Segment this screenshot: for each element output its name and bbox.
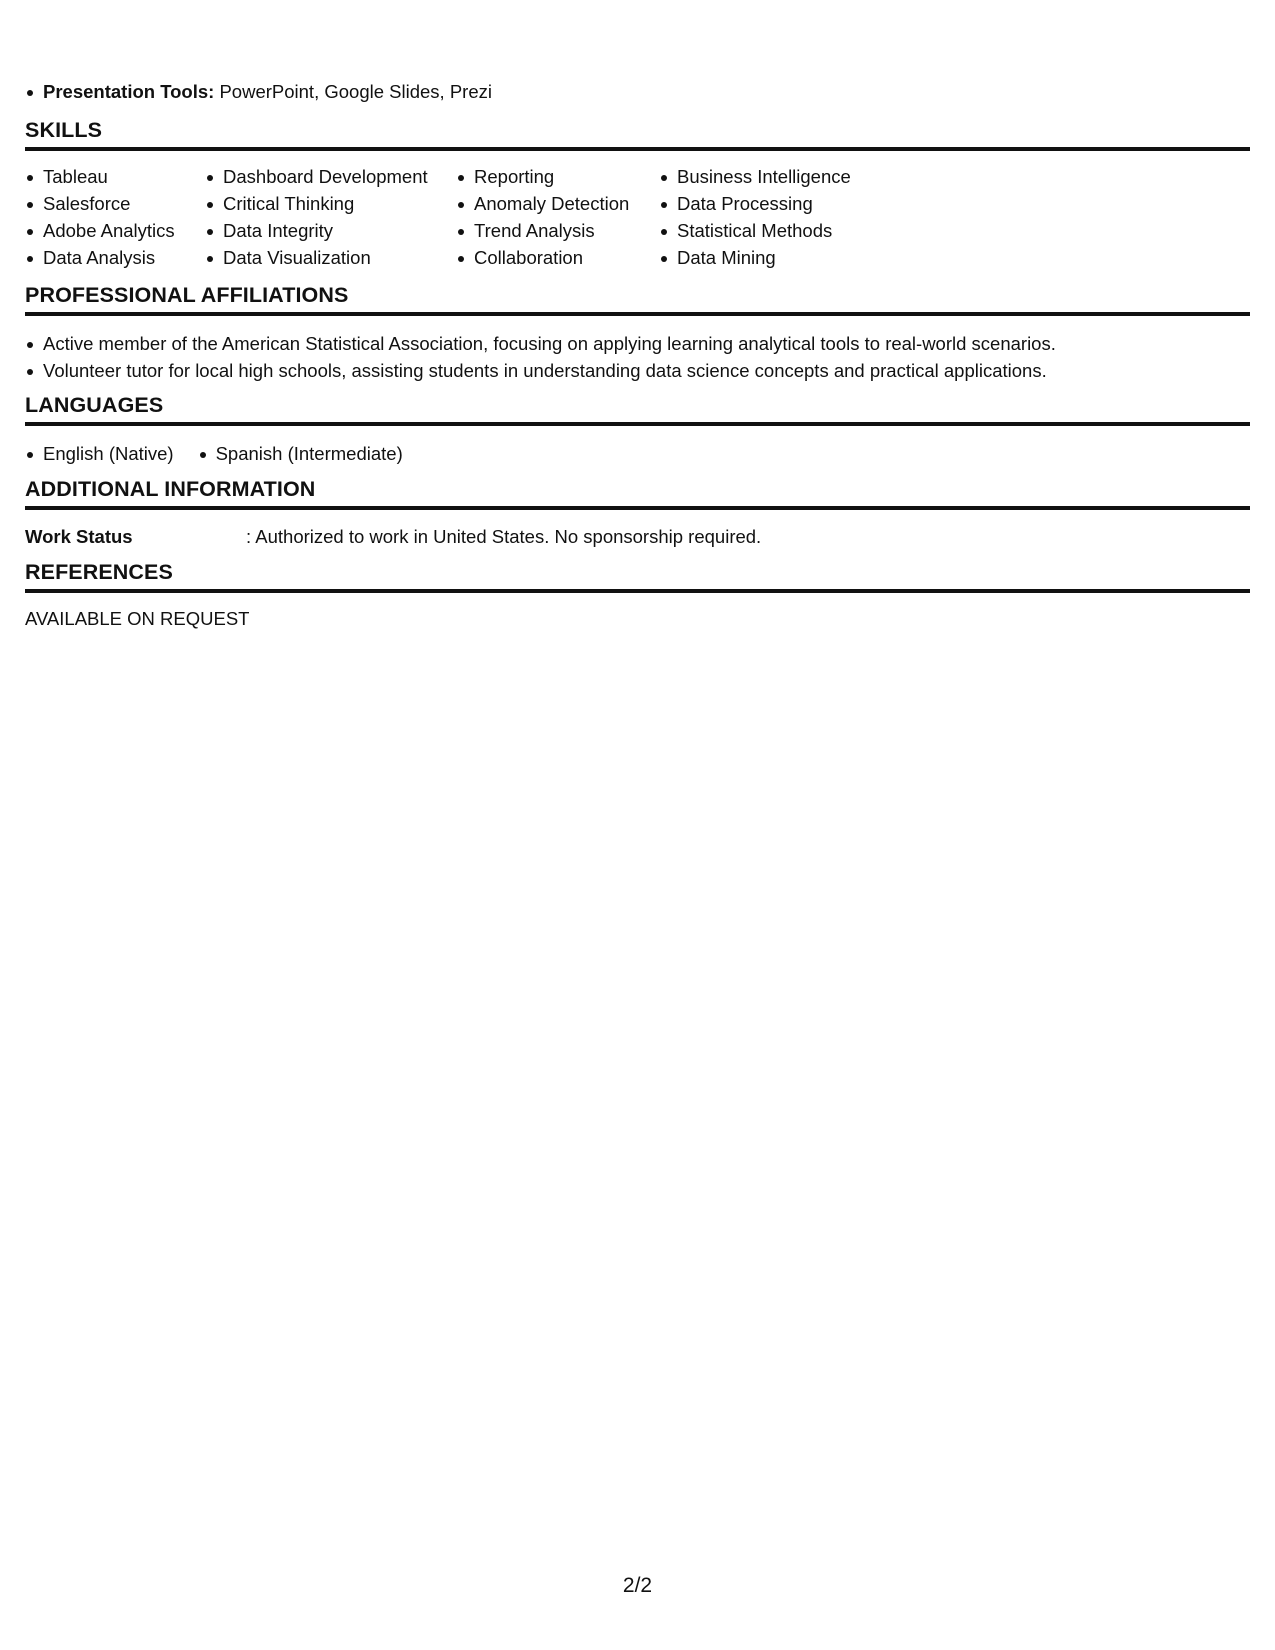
work-status-value: : Authorized to work in United States. No sponsorship required. bbox=[246, 526, 762, 547]
references-text: AVAILABLE ON REQUEST bbox=[25, 608, 250, 629]
skill-item: Reporting bbox=[456, 163, 659, 190]
references-heading: REFERENCES bbox=[25, 558, 1250, 593]
language-item: English (Native) bbox=[25, 440, 174, 467]
skill-item: Critical Thinking bbox=[205, 190, 456, 217]
affiliation-item: Volunteer tutor for local high schools, assisting students in understanding data science concepts and practical applications. bbox=[25, 357, 1056, 384]
skills-column-4 bbox=[659, 163, 879, 271]
skill-item: Data Processing bbox=[659, 190, 879, 217]
skills-column-3 bbox=[456, 163, 659, 271]
affiliations-heading: PROFESSIONAL AFFILIATIONS bbox=[25, 281, 1250, 316]
skill-item: Anomaly Detection bbox=[456, 190, 659, 217]
page-number: 2/2 bbox=[622, 1574, 653, 1597]
skill-item: Tableau bbox=[25, 163, 205, 190]
skill-item: Data Integrity bbox=[205, 217, 456, 244]
skills-heading: SKILLS bbox=[25, 116, 1250, 151]
additional-info-heading: ADDITIONAL INFORMATION bbox=[25, 475, 1250, 510]
presentation-tools-label: Presentation Tools: bbox=[43, 81, 215, 102]
affiliation-item: Active member of the American Statistical Association, focusing on applying learning analytical tools to real-world scenarios. bbox=[25, 330, 1056, 357]
language-item: Spanish (Intermediate) bbox=[198, 440, 403, 467]
skills-column-2 bbox=[205, 163, 456, 271]
skill-item: Salesforce bbox=[25, 190, 205, 217]
skills-column-1 bbox=[25, 163, 205, 271]
presentation-tools-item bbox=[25, 78, 492, 105]
skills-grid bbox=[25, 163, 879, 271]
languages-heading: LANGUAGES bbox=[25, 391, 1250, 426]
skill-item: Business Intelligence bbox=[659, 163, 879, 190]
work-status-label: Work Status bbox=[25, 526, 133, 547]
skill-item: Dashboard Development bbox=[205, 163, 456, 190]
skill-item: Collaboration bbox=[456, 244, 659, 271]
skill-item: Data Mining bbox=[659, 244, 879, 271]
presentation-tools-value: PowerPoint, Google Slides, Prezi bbox=[214, 81, 492, 102]
skill-item: Data Analysis bbox=[25, 244, 205, 271]
skill-item: Adobe Analytics bbox=[25, 217, 205, 244]
affiliations-list bbox=[25, 330, 1056, 384]
skill-item: Statistical Methods bbox=[659, 217, 879, 244]
skill-item: Trend Analysis bbox=[456, 217, 659, 244]
skill-item: Data Visualization bbox=[205, 244, 456, 271]
languages-list bbox=[25, 440, 427, 467]
work-status-row bbox=[25, 523, 761, 550]
